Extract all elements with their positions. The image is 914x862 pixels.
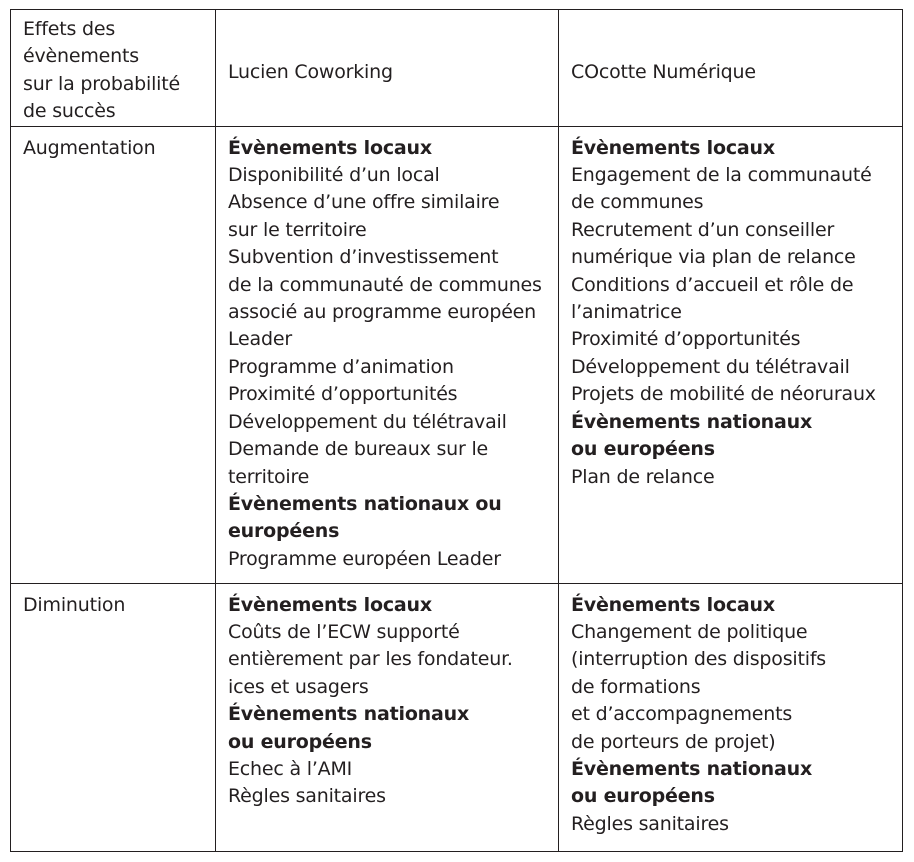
- event-item: Echec à l’AMI: [228, 758, 353, 781]
- event-category-heading: Évènements nationaux ou: [228, 492, 502, 515]
- event-item: Programme européen Leader: [228, 547, 501, 570]
- event-item: de porteurs de projet): [571, 730, 776, 753]
- event-item: Proximité d’opportunités: [228, 383, 458, 406]
- event-list: [216, 127, 558, 574]
- event-item: de la communauté de communes: [228, 273, 542, 296]
- cell-augmentation-lucien: [216, 126, 559, 583]
- event-item: Développement du télétravail: [228, 410, 507, 433]
- col-title-lucien-coworking: Lucien Coworking: [228, 61, 393, 83]
- header-cell-effects: [11, 10, 216, 127]
- event-item: Engagement de la communauté: [571, 164, 872, 187]
- event-list: [216, 584, 558, 811]
- event-item: Développement du télétravail: [571, 355, 850, 378]
- event-item: Programme d’animation: [228, 355, 454, 378]
- table-row-diminution: [11, 583, 903, 851]
- effects-label-lines: [11, 10, 215, 126]
- event-item: Proximité d’opportunités: [571, 328, 801, 351]
- event-item: Leader: [228, 328, 292, 351]
- event-category-heading: Évènements locaux: [228, 136, 432, 159]
- event-category-heading: Évènements locaux: [571, 593, 775, 616]
- event-category-heading: européens: [228, 520, 340, 543]
- event-item: Plan de relance: [571, 465, 715, 488]
- row-label-augmentation: Augmentation: [23, 136, 156, 159]
- event-item: ices et usagers: [228, 675, 369, 698]
- effects-label-line: de succès: [23, 100, 116, 123]
- event-item: Changement de politique: [571, 621, 808, 644]
- event-category-heading: Évènements nationaux: [228, 703, 470, 726]
- event-item: associé au programme européen: [228, 301, 537, 324]
- event-item: Subvention d’investissement: [228, 246, 499, 269]
- cell-diminution-cocotte: [559, 583, 903, 851]
- event-item: territoire: [228, 465, 310, 488]
- table-header-row: [11, 10, 903, 127]
- cell-diminution-lucien: [216, 583, 559, 851]
- effects-label-line: évènements: [23, 45, 139, 68]
- event-category-heading: Évènements nationaux: [571, 410, 813, 433]
- event-item: Absence d’une offre similaire: [228, 191, 500, 214]
- header-cell-lucien: [216, 10, 559, 127]
- event-item: et d’accompagnements: [571, 703, 793, 726]
- row-label-diminution: Diminution: [23, 593, 126, 616]
- col-title-cocotte-numerique: COcotte Numérique: [571, 61, 756, 83]
- event-item: (interruption des dispositifs: [571, 648, 827, 671]
- row-label-cell: [11, 583, 216, 851]
- event-item: sur le territoire: [228, 218, 367, 241]
- event-category-heading: Évènements locaux: [571, 136, 775, 159]
- event-item: Demande de bureaux sur le: [228, 438, 489, 461]
- event-item: de formations: [571, 675, 701, 698]
- effects-label-line: Effets des: [23, 18, 116, 40]
- event-item: Conditions d’accueil et rôle de: [571, 273, 854, 296]
- event-item: Recrutement d’un conseiller: [571, 218, 835, 241]
- table-row-augmentation: [11, 126, 903, 583]
- row-label-cell: [11, 126, 216, 583]
- event-list: [559, 584, 902, 839]
- event-item: numérique via plan de relance: [571, 246, 856, 269]
- event-item: Coûts de l’ECW supporté: [228, 621, 460, 644]
- effects-table: [10, 9, 903, 852]
- header-cell-cocotte: [559, 10, 903, 127]
- cell-augmentation-cocotte: [559, 126, 903, 583]
- event-item: Règles sanitaires: [571, 812, 729, 835]
- event-item: entièrement par les fondateur.: [228, 648, 513, 671]
- event-category-heading: ou européens: [571, 438, 715, 461]
- event-item: Projets de mobilité de néoruraux: [571, 383, 876, 406]
- event-item: l’animatrice: [571, 301, 682, 324]
- event-category-heading: Évènements locaux: [228, 593, 432, 616]
- event-item: de communes: [571, 191, 704, 214]
- effects-label-line: sur la probabilité: [23, 72, 180, 95]
- event-item: Disponibilité d’un local: [228, 164, 440, 187]
- event-category-heading: Évènements nationaux: [571, 758, 813, 781]
- event-list: [559, 127, 902, 491]
- event-category-heading: ou européens: [228, 730, 372, 753]
- event-item: Règles sanitaires: [228, 785, 386, 808]
- event-category-heading: ou européens: [571, 785, 715, 808]
